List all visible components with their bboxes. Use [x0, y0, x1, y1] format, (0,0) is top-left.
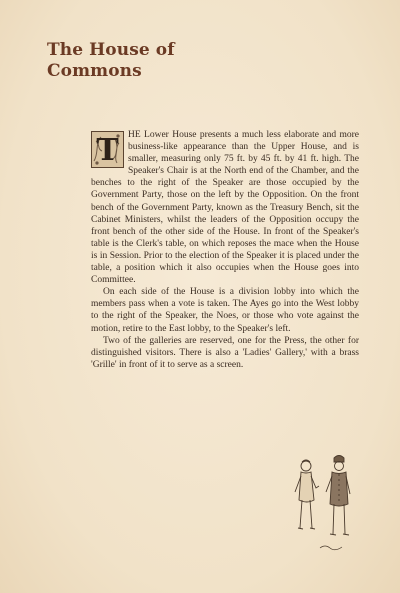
two-figures-illustration: [290, 452, 360, 562]
paragraph-1: [91, 129, 359, 286]
paragraph-2: On each side of the House is a division lobby into which the members pass when a vote is taken. The Ayes go into the West lobby to the right of the Speaker, the Noes, or those who vote against the motion, retire to the East lobby, to the Speaker's left.: [91, 287, 359, 334]
paragraph-1-text: HE Lower House presents a much less elaborate and more business-like appearance than the Upper House, and is smaller, measuring only 75 ft. by 45 ft. by 41 ft. high. The Speaker's Chair is at the North end of the Chamber, and the benches to the right of the Speaker are those occupied by the Government Party, those on the left by the Opposition. On the front bench of the Government Party, known as the Treasury Bench, sit the Cabinet Ministers, whilst the leaders of the Opposition occupy the front bench of the other side of the House. In front of the Speaker's table is the Clerk's table, on which reposes the mace when the House is in Session. Prior to the election of the Speaker it is placed under the table, a position which it also occupies when the House goes into Committee.: [91, 130, 359, 286]
title-line-1: The House of: [47, 40, 175, 60]
title-line-2: Commons: [47, 61, 142, 81]
ornamental-dropcap: [91, 131, 124, 168]
body-text: [91, 129, 359, 371]
page-title: [47, 40, 347, 82]
paragraph-3: Two of the galleries are reserved, one for the Press, the other for distinguished visitors. There is also a 'Ladies' Gallery,' with a brass 'Grille' in front of it to serve as a screen.: [91, 335, 359, 370]
dropcap-letter: T: [96, 133, 119, 168]
